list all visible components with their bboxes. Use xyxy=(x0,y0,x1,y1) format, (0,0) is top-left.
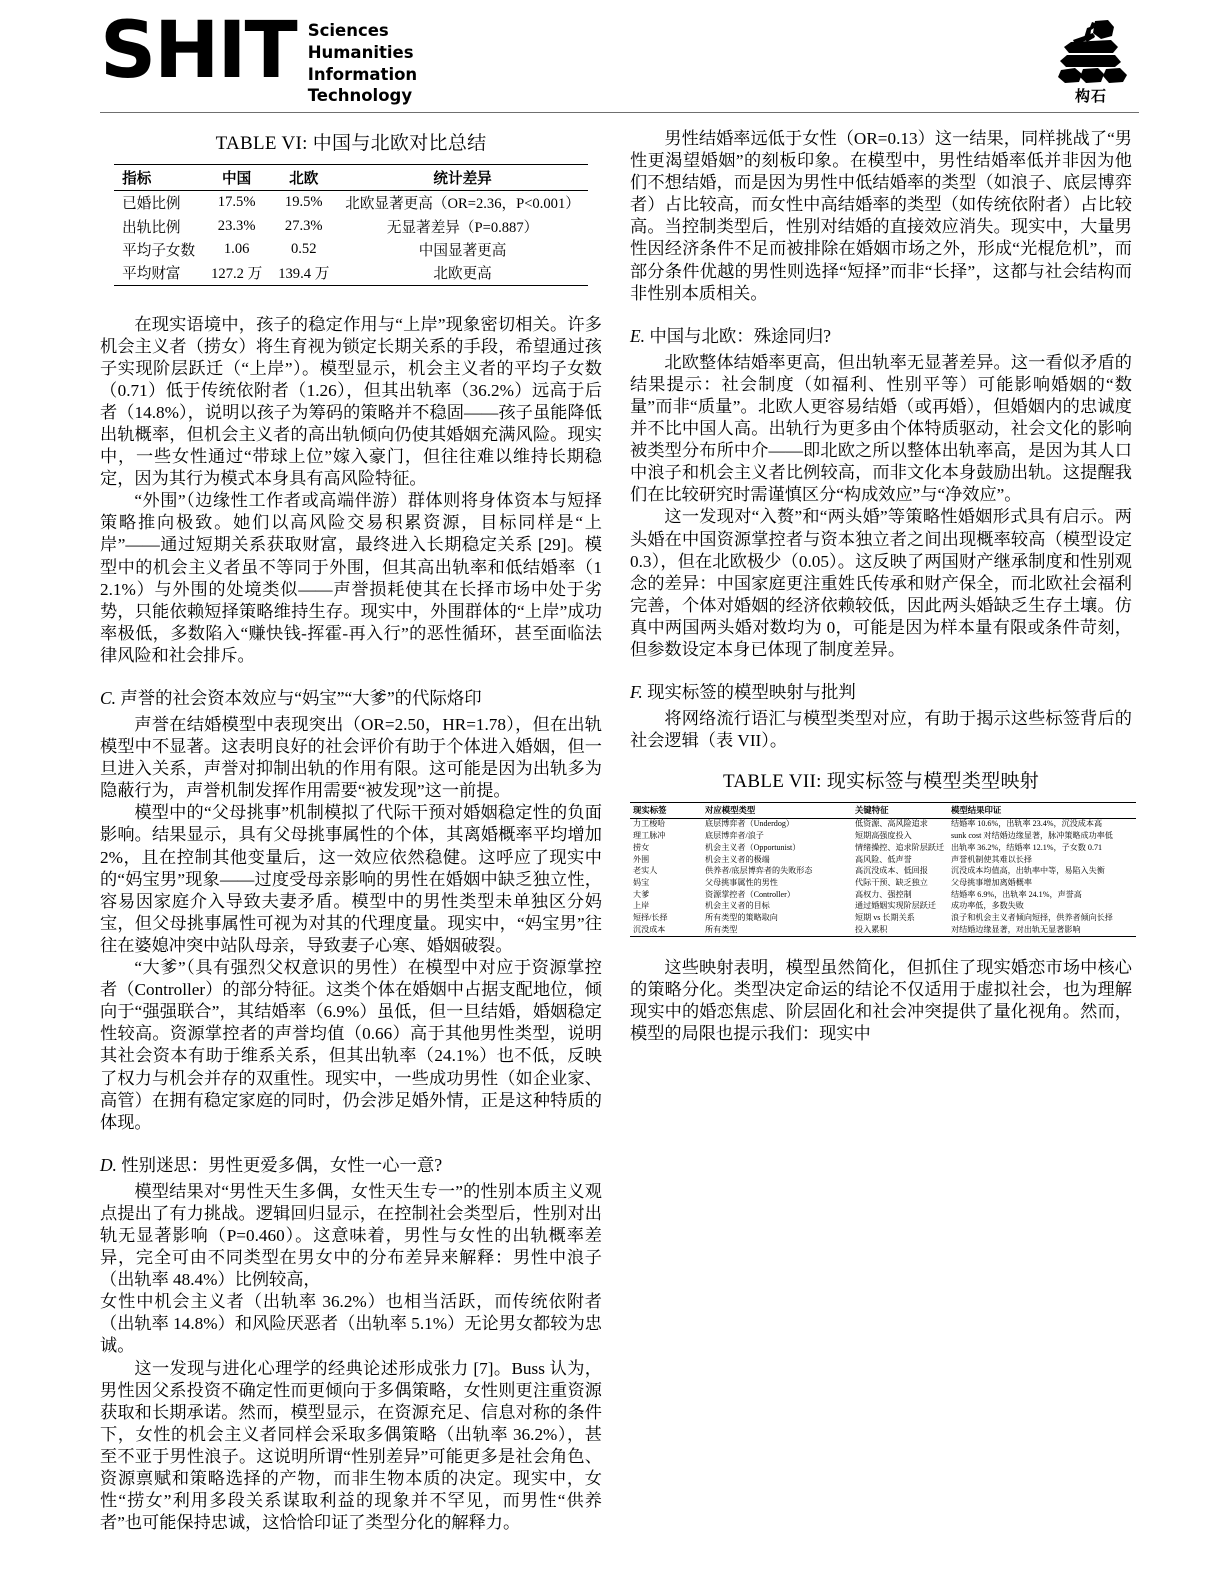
expansion-line-2: Humanities xyxy=(307,42,414,62)
journal-acronym: SHIT xyxy=(100,6,296,96)
table-vi-header-row xyxy=(114,165,588,191)
table-cell: 无显著差异（P=0.887） xyxy=(386,219,539,236)
masthead-divider xyxy=(100,112,1139,113)
section-label: C. xyxy=(100,688,116,708)
table-row xyxy=(630,842,1136,854)
masthead xyxy=(100,6,1139,110)
table-cell: 出轨率 36.2%，结婚率 12.1%，子女数 0.71 xyxy=(951,842,1103,852)
table-cell: 结婚率 6.9%，出轨率 24.1%，声誉高 xyxy=(951,889,1082,899)
expansion-line-1: Sciences xyxy=(307,21,389,40)
table-cell: 已婚比例 xyxy=(122,196,181,213)
table-vi-header-cell: 指标 xyxy=(114,165,203,191)
table-cell: 底层博弈者（Underdog） xyxy=(705,819,795,829)
table-vi-block xyxy=(100,128,602,286)
table-cell: 1.06 xyxy=(223,240,250,257)
section-heading-c xyxy=(100,684,602,709)
table-cell: 中国显著更高 xyxy=(418,242,507,259)
table-cell: 代际干预、缺乏独立 xyxy=(855,877,928,887)
table-cell: 供养者/底层博弈者的失败形态 xyxy=(705,866,813,876)
table-cell: 理工脉冲 xyxy=(633,831,666,841)
table-row xyxy=(630,831,1136,843)
table-cell: 短期高强度投入 xyxy=(855,831,912,841)
paragraph: 在现实语境中，孩子的稳定作用与“上岸”现象密切相关。许多机会主义者（捞女）将生育视为锁定长期关系的手段，希望通过孩子实现阶层跃迁（“上岸”）。模型显示，机会主义者的平均子女数（0.71）低于传统依附者（1.26），但其出轨率（36.2%）远高于后者（14.8%），说明以孩子为筹码的策略并不稳固——孩子虽能降低出轨概率，但机会主义者的高出轨倾向仍使其婚姻充满风险。现实中，一些女性通过“带球上位”嫁入豪门，但往往难以维持长期稳定，因为其行为模式本身具有高风险特征。 xyxy=(100,314,602,489)
paragraph: 声誉在结婚模型中表现突出（OR=2.50，HR=1.78），但在出轨模型中不显著。这表明良好的社会评价有助于个体进入婚姻，但一旦进入关系，声誉对抑制出轨的作用有限。这可能是因为出轨多为隐蔽行为，声誉机制发挥作用需要“被发现”这一前提。 xyxy=(100,715,602,801)
table-cell: 机会主义者的极端 xyxy=(705,854,770,864)
table-cell: 资源掌控者（Controller） xyxy=(705,889,795,899)
table-vii-header-cell: 模型结果印证 xyxy=(948,803,1136,819)
table-cell: 成功率低，多数失败 xyxy=(951,901,1024,911)
table-cell: 高风险、低声誉 xyxy=(855,854,912,864)
table-cell: 捞女 xyxy=(633,842,650,852)
table-cell: 妈宝 xyxy=(633,877,650,887)
publisher-logo xyxy=(1043,18,1139,106)
paragraph: 北欧整体结婚率更高，但出轨率无显著差异。这一看似矛盾的结果提示：社会制度（如福利、性别平等）可能影响婚姻的“数量”而非“质量”。北欧人更容易结婚（或再婚），但婚姻内的忠诚度并不比中国人高。出轨行为更多由个体特质驱动，社会文化的影响被类型分布所中介——即北欧之所以整体出轨率高，是因为其人口中浪子和机会主义者比例较高，而非文化本身鼓励出轨。这提醒我们在比较研究时需谨慎区分“构成效应”与“净效应”。 xyxy=(630,352,1132,505)
table-cell: 17.5% xyxy=(217,194,256,211)
table-cell: 高沉没成本、低回报 xyxy=(855,866,928,876)
table-cell: 通过婚姻实现阶层跃迁 xyxy=(855,901,936,911)
table-cell: 平均财富 xyxy=(114,261,203,285)
table-cell: 出轨比例 xyxy=(122,219,181,236)
table-cell: 短期 vs 长期关系 xyxy=(855,913,915,923)
table-cell: 139.4 万 xyxy=(270,261,337,285)
journal-acronym-expansion xyxy=(308,20,418,107)
table-cell: 所有类型的策略取向 xyxy=(705,913,778,923)
table-cell: 父母挑事属性的男性 xyxy=(705,877,778,887)
table-cell: 北欧显著更高（OR=2.36，P<0.001） xyxy=(345,196,580,213)
table-cell: 沉没成本均值高，出轨率中等，易陷入失衡 xyxy=(951,866,1105,876)
table-cell: 23.3% xyxy=(217,217,256,234)
table-cell: 浪子和机会主义者倾向短择，供养者倾向长择 xyxy=(951,913,1113,923)
table-cell: 沉没成本 xyxy=(630,924,702,936)
table-row xyxy=(630,877,1136,889)
table-row xyxy=(630,889,1136,901)
paragraph: “外围”（边缘性工作者或高端伴游）群体则将身体资本与短择策略推向极致。她们以高风险交易积累资源，目标同样是“上岸”——通过短期关系获取财富，最终进入长期稳定关系 [29]。模型中的机会主义者虽不等同于外围，但其高出轨率和低结婚率（12.1%）与外围的处境类似——声誉损耗使其在长择市场中处于劣势，只能依赖短择策略维持生存。现实中，外围群体的“上岸”成功率极低，多数陷入“赚快钱-挥霍-再入行”的恶性循环，甚至面临法律风险和社会排斥。 xyxy=(100,491,602,665)
table-cell: 结婚率 10.6%，出轨率 23.4%，沉没成本高 xyxy=(951,819,1103,829)
table-vii-caption: TABLE VII: 现实标签与模型类型映射 xyxy=(722,771,1040,793)
paragraph: 这一发现与进化心理学的经典论述形成张力 [7]。Buss 认为，男性因父系投资不确定性而更倾向于多偶策略，女性则更注重资源获取和长期承诺。然而，模型显示，在资源充足、信息对称的条件下，女性的机会主义者同样会采取多偶策略（出轨率 36.2%），甚至不亚于男性浪子。这说明所谓“性别差异”可能更多是社会角色、资源禀赋和策略选择的产物，而非生物本质的决定。现实中，女性“捞女”利用多段关系谋取利益的现象并不罕见，而男性“供养者”也可能保持忠诚，这恰恰印证了类型分化的解释力。 xyxy=(100,1358,602,1533)
stacked-stones-icon xyxy=(1051,18,1131,84)
table-cell: 外围 xyxy=(633,854,650,864)
table-vii-block xyxy=(630,766,1132,937)
table-vii-header-row xyxy=(630,803,1136,819)
table-row xyxy=(114,238,588,261)
paragraph: 男性结婚率远低于女性（OR=0.13）这一结果，同样挑战了“男性更渴望婚姻”的刻板印象。在模型中，男性结婚率低并非因为他们不想结婚，而是因为男性中低结婚率的类型（如浪子、底层博弈者）占比较高，而女性中高结婚率的类型（如传统依附者）占比较高。当控制类型后，性别对结婚的直接效应消失。现实中，大量男性因经济条件不足而被排除在婚姻市场之外，形成“光棍危机”，而部分条件优越的男性则选择“短择”而非“长择”，这都与社会结构而非性别本质相关。 xyxy=(630,129,1132,303)
section-title: 中国与北欧：殊途同归? xyxy=(649,325,831,346)
expansion-line-3: Information xyxy=(307,64,418,84)
table-cell: 27.3% xyxy=(284,217,323,234)
section-heading-f xyxy=(630,678,1132,703)
publisher-name: 构石 xyxy=(1074,87,1107,105)
table-cell: 老实人 xyxy=(633,866,658,876)
paragraph: 将网络流行语汇与模型类型对应，有助于揭示这些标签背后的社会逻辑（表 VII）。 xyxy=(630,709,1132,751)
section-heading-e xyxy=(630,322,1132,347)
paragraph-continuation: 女性中机会主义者（出轨率 36.2%）也相当活跃，而传统依附者（出轨率 14.8%）和风险厌恶者（出轨率 5.1%）无论男女都较为忠诚。 xyxy=(100,1292,602,1356)
paragraph: 这些映射表明，模型虽然简化，但抓住了现实婚恋市场中核心的策略分化。类型决定命运的结论不仅适用于虚拟社会，也为理解现实中的婚恋焦虑、阶层固化和社会冲突提供了量化视角。然而，模型的局限也提示我们：现实中 xyxy=(630,957,1132,1044)
section-title: 性别迷思：男性更爱多偶，女性一心一意? xyxy=(121,1154,443,1175)
table-row xyxy=(630,866,1136,878)
table-vi-header-cell: 中国 xyxy=(203,165,270,191)
table-cell: 机会主义者（Opportunist） xyxy=(705,842,801,852)
section-label: E. xyxy=(630,325,645,346)
expansion-line-4: Technology xyxy=(307,86,413,106)
table-row xyxy=(630,924,1136,936)
table-cell: 底层博弈者/浪子 xyxy=(705,831,764,841)
table-cell: sunk cost 对结婚边缘显著，脉冲策略成功率低 xyxy=(951,831,1113,841)
table-cell: 投入累积 xyxy=(852,924,948,936)
paragraph: 模型中的“父母挑事”机制模拟了代际干预对婚姻稳定性的负面影响。结果显示，具有父母挑事属性的个体，其离婚概率平均增加 2%，且在控制其他变量后，这一效应依然稳健。这呼应了现实中的“妈宝男”现象——过度受母亲影响的男性在婚姻中缺乏独立性，容易因家庭介入导致夫妻矛盾。模型中的男性类型未单独区分妈宝，但父母挑事属性可视为对其的代理度量。现实中，“妈宝男”往往在婆媳冲突中站队母亲，导致妻子心寒、婚姻破裂。 xyxy=(100,803,602,955)
table-row xyxy=(114,214,588,237)
table-row xyxy=(630,818,1136,830)
article-body xyxy=(100,128,1132,1558)
table-row xyxy=(630,901,1136,913)
table-vi-caption: TABLE VI: 中国与北欧对比总结 xyxy=(215,133,487,154)
table-vii xyxy=(630,802,1136,937)
table-cell: 低资源、高风险追求 xyxy=(855,819,928,829)
table-cell: 情绪操控、追求阶层跃迁 xyxy=(855,842,945,852)
section-label: D. xyxy=(100,1154,117,1175)
table-cell: 机会主义者的目标 xyxy=(705,901,770,911)
table-row xyxy=(630,912,1136,924)
table-vii-header-cell: 现实标签 xyxy=(630,803,702,819)
table-cell: 平均子女数 xyxy=(122,242,196,259)
table-row xyxy=(630,854,1136,866)
table-cell: 短择/长择 xyxy=(633,913,668,923)
table-cell: 所有类型 xyxy=(702,924,852,936)
table-cell: 127.2 万 xyxy=(203,261,270,285)
journal-brand xyxy=(100,6,418,107)
section-heading-d xyxy=(100,1151,602,1176)
table-cell: 上岸 xyxy=(633,901,650,911)
section-title: 声誉的社会资本效应与“妈宝”“大爹”的代际烙印 xyxy=(120,688,482,708)
table-cell: 大爹 xyxy=(633,889,650,899)
table-vi-header-cell: 统计差异 xyxy=(337,165,588,191)
table-cell: 声誉机制使其难以长择 xyxy=(951,854,1032,864)
table-vii-header-cell: 对应模型类型 xyxy=(702,803,852,819)
table-vi-header-cell: 北欧 xyxy=(270,165,337,191)
section-label: F. xyxy=(630,682,643,703)
table-vi xyxy=(114,164,588,286)
table-vii-header-cell: 关键特征 xyxy=(852,803,948,819)
table-cell: 北欧更高 xyxy=(337,261,588,285)
table-cell: 0.52 xyxy=(290,240,317,257)
table-cell: 力工梭哈 xyxy=(633,819,666,829)
table-cell: 高权力、强控制 xyxy=(855,889,912,899)
paragraph: 模型结果对“男性天生多偶，女性天生专一”的性别本质主义观点提出了有力挑战。逻辑回归显示，在控制社会类型后，性别对出轨无显著影响（P=0.460）。这意味着，男性与女性的出轨概率差异，完全可由不同类型在男女中的分布差异来解释：男性中浪子（出轨率 48.4%）比例较高， xyxy=(100,1181,602,1290)
table-cell: 父母挑事增加离婚概率 xyxy=(951,877,1032,887)
section-title: 现实标签的模型映射与批判 xyxy=(647,682,856,703)
table-cell: 对结婚边缘显著，对出轨无显著影响 xyxy=(948,924,1136,936)
table-cell: 19.5% xyxy=(284,194,323,211)
table-row xyxy=(114,191,588,215)
table-row xyxy=(114,261,588,285)
paragraph: 这一发现对“入赘”和“两头婚”等策略性婚姻形式具有启示。两头婚在中国资源掌控者与资本独立者之间出现概率较高（模型设定 0.3），但在北欧极少（0.05）。这反映了两国财产继承制度和性别观念的差异：中国家庭更注重姓氏传承和财产保全，而北欧社会福利完善，个体对婚姻的经济依赖较低，因此两头婚缺乏生存土壤。仿真中两国两头婚对数均为 0，可能是因为样本量有限或条件苛刻，但参数设定本身已体现了制度差异。 xyxy=(630,507,1132,659)
paragraph: “大爹”（具有强烈父权意识的男性）在模型中对应于资源掌控者（Controller）的部分特征。这类个体在婚姻中占据支配地位，倾向于“强强联合”，其结婚率（6.9%）虽低，但一旦结婚，婚姻稳定性较高。资源掌控者的声誉均值（0.66）高于其他男性类型，说明其社会资本有助于维系关系，但其出轨率（24.1%）也不低，反映了权力与机会并存的双重性。现实中，一些成功男性（如企业家、高管）在拥有稳定家庭的同时，仍会涉足婚外情，正是这种特质的体现。 xyxy=(100,958,602,1132)
